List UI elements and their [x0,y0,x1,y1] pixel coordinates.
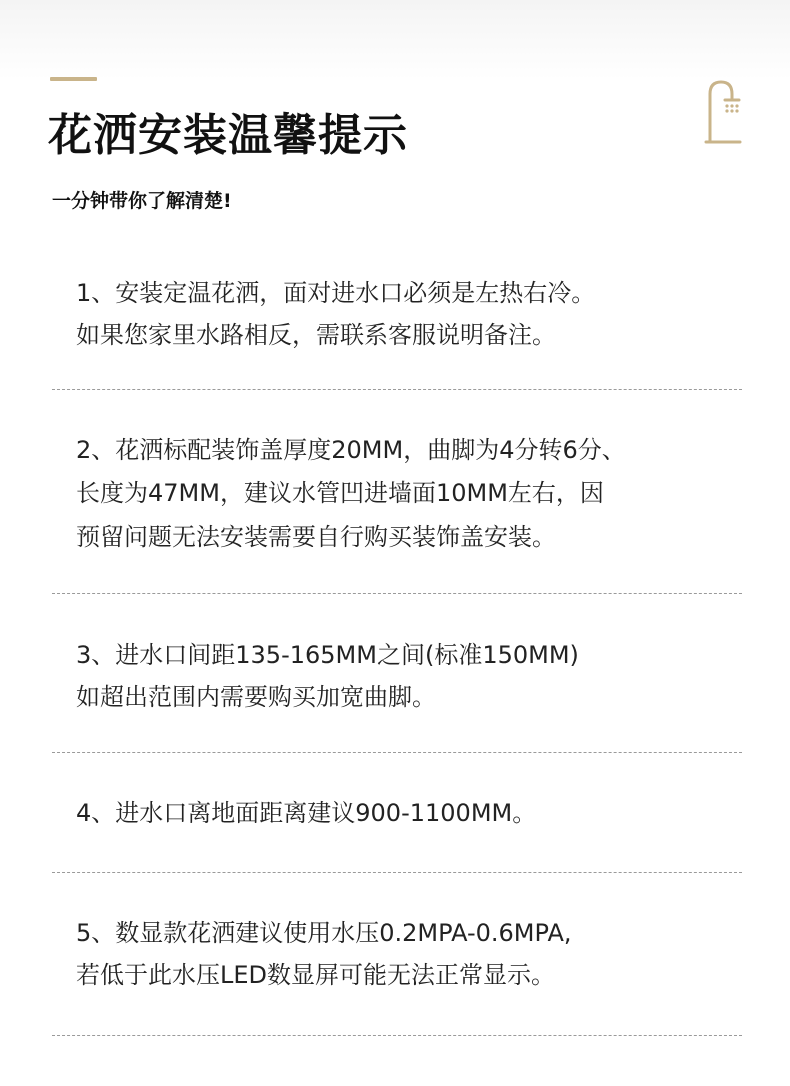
divider [52,593,742,594]
tip-line: 5、数显款花洒建议使用水压0.2MPA-0.6MPA, [76,919,572,947]
divider [52,872,742,873]
tip-line: 预留问题无法安装需要自行购买装饰盖安装。 [76,523,556,551]
page-title: 花洒安装温馨提示 [48,110,408,161]
tip-line: 长度为47MM，建议水管凹进墙面10MM左右，因 [76,479,604,507]
divider [52,752,742,753]
page-subtitle: 一分钟带你了解清楚! [52,190,232,212]
top-background-fade [0,0,790,80]
tip-line: 4、进水口离地面距离建议900-1100MM。 [76,799,537,827]
tip-line: 若低于此水压LED数显屏可能无法正常显示。 [76,961,556,989]
title-accent-bar [50,77,97,81]
tip-line: 2、花洒标配装饰盖厚度20MM，曲脚为4分转6分、 [76,436,626,464]
tip-line: 如果您家里水路相反，需联系客服说明备注。 [76,321,556,349]
tip-line: 3、进水口间距135-165MM之间(标准150MM) [76,641,579,669]
tip-line: 如超出范围内需要购买加宽曲脚。 [76,683,436,711]
divider [52,389,742,390]
divider [52,1035,742,1036]
tip-line: 1、安装定温花洒，面对进水口必须是左热右冷。 [76,279,596,307]
shower-icon [702,76,742,146]
